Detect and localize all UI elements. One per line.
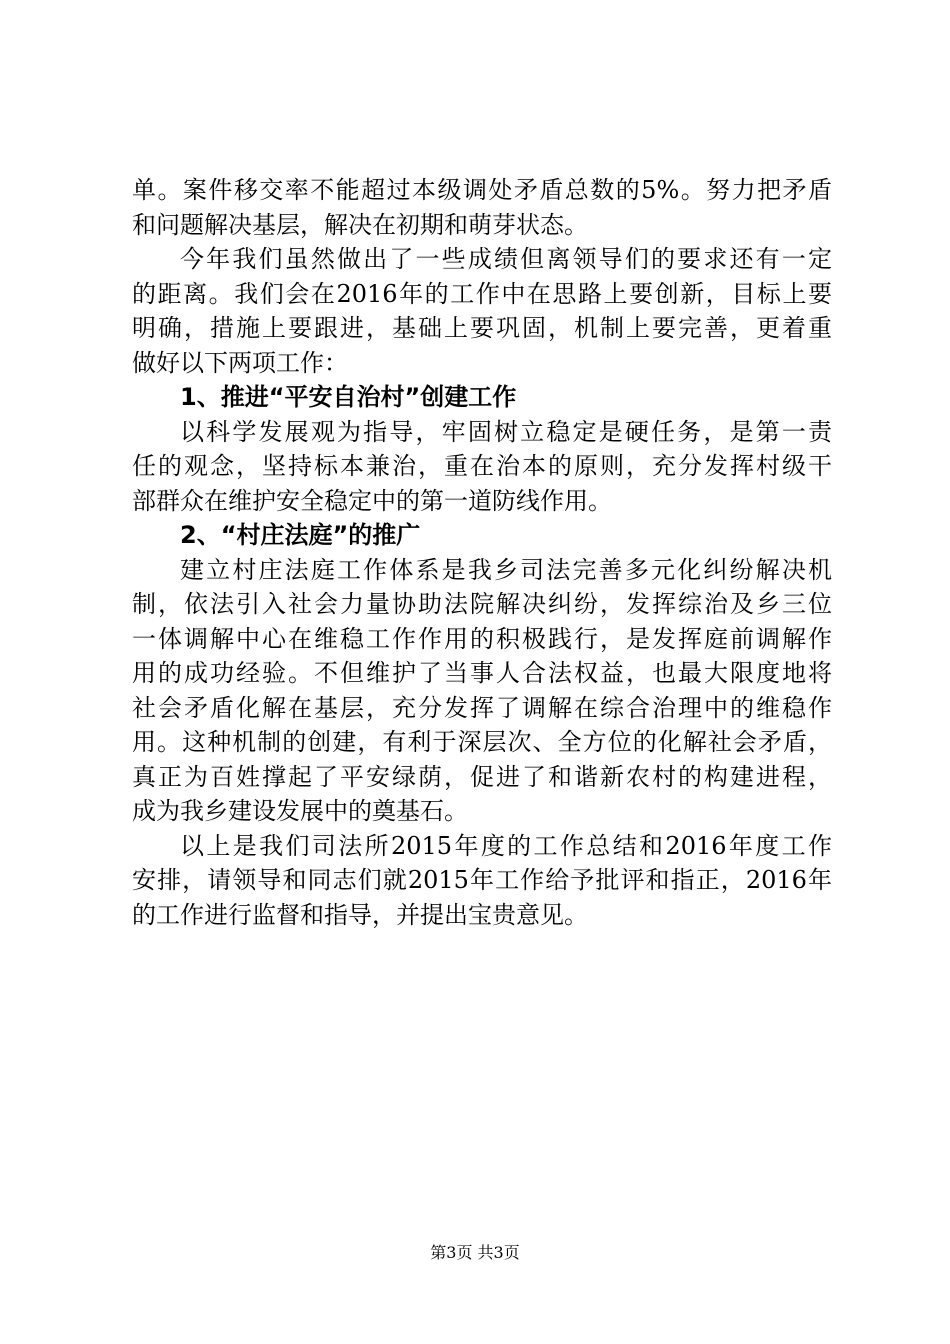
paragraph-5-line-2: 安排，请领导和同志们就2015年工作给予批评和指正，2016年 — [132, 866, 832, 894]
paragraph-2-line-1: 今年我们虽然做出了一些成绩但离领导们的要求还有一定 — [180, 245, 832, 273]
document-body — [132, 173, 832, 932]
section-heading-2: 2、“村庄法庭”的推广 — [180, 521, 421, 549]
page-footer — [0, 1240, 950, 1263]
paragraph-4-line-7: 真正为百姓撑起了平安绿荫，促进了和谐新农村的构建进程， — [132, 762, 832, 791]
paragraph-2-line-3: 明确，措施上要跟进，基础上要巩固，机制上要完善，更着重 — [132, 314, 832, 342]
paragraph-1-line-2: 和问题解决基层，解决在初期和萌芽状态。 — [132, 210, 588, 239]
paragraph-4-line-4: 用的成功经验。不但维护了当事人合法权益，也最大限度地将 — [132, 659, 832, 687]
paragraph-2-line-4: 做好以下两项工作： — [132, 348, 348, 377]
page-number: 第3页 共3页 — [430, 1243, 520, 1262]
section-heading-1: 1、推进“平安自治村”创建工作 — [180, 383, 517, 411]
paragraph-4-line-2: 制，依法引入社会力量协助法院解决纠纷，发挥综治及乡三位 — [132, 590, 832, 618]
paragraph-4-line-8: 成为我乡建设发展中的奠基石。 — [132, 797, 468, 825]
paragraph-1-line-1: 单。案件移交率不能超过本级调处矛盾总数的5%。努力把矛盾 — [132, 176, 832, 204]
paragraph-4-line-6: 用。这种机制的创建，有利于深层次、全方位的化解社会矛盾， — [132, 728, 832, 756]
paragraph-4-line-1: 建立村庄法庭工作体系是我乡司法完善多元化纠纷解决机 — [180, 555, 832, 584]
paragraph-4-line-3: 一体调解中心在维稳工作作用的积极践行，是发挥庭前调解作 — [132, 624, 832, 653]
paragraph-3-line-2: 任的观念，坚持标本兼治，重在治本的原则，充分发挥村级干 — [132, 452, 832, 480]
paragraph-3-line-3: 部群众在维护安全稳定中的第一道防线作用。 — [132, 486, 612, 515]
paragraph-3-line-1: 以科学发展观为指导，牢固树立稳定是硬任务，是第一责 — [180, 417, 832, 446]
paragraph-2-line-2: 的距离。我们会在2016年的工作中在思路上要创新，目标上要 — [132, 279, 832, 308]
paragraph-5-line-1: 以上是我们司法所2015年度的工作总结和2016年度工作 — [180, 831, 832, 860]
paragraph-5-line-3: 的工作进行监督和指导，并提出宝贵意见。 — [132, 900, 588, 929]
paragraph-4-line-5: 社会矛盾化解在基层，充分发挥了调解在综合治理中的维稳作 — [132, 693, 832, 722]
